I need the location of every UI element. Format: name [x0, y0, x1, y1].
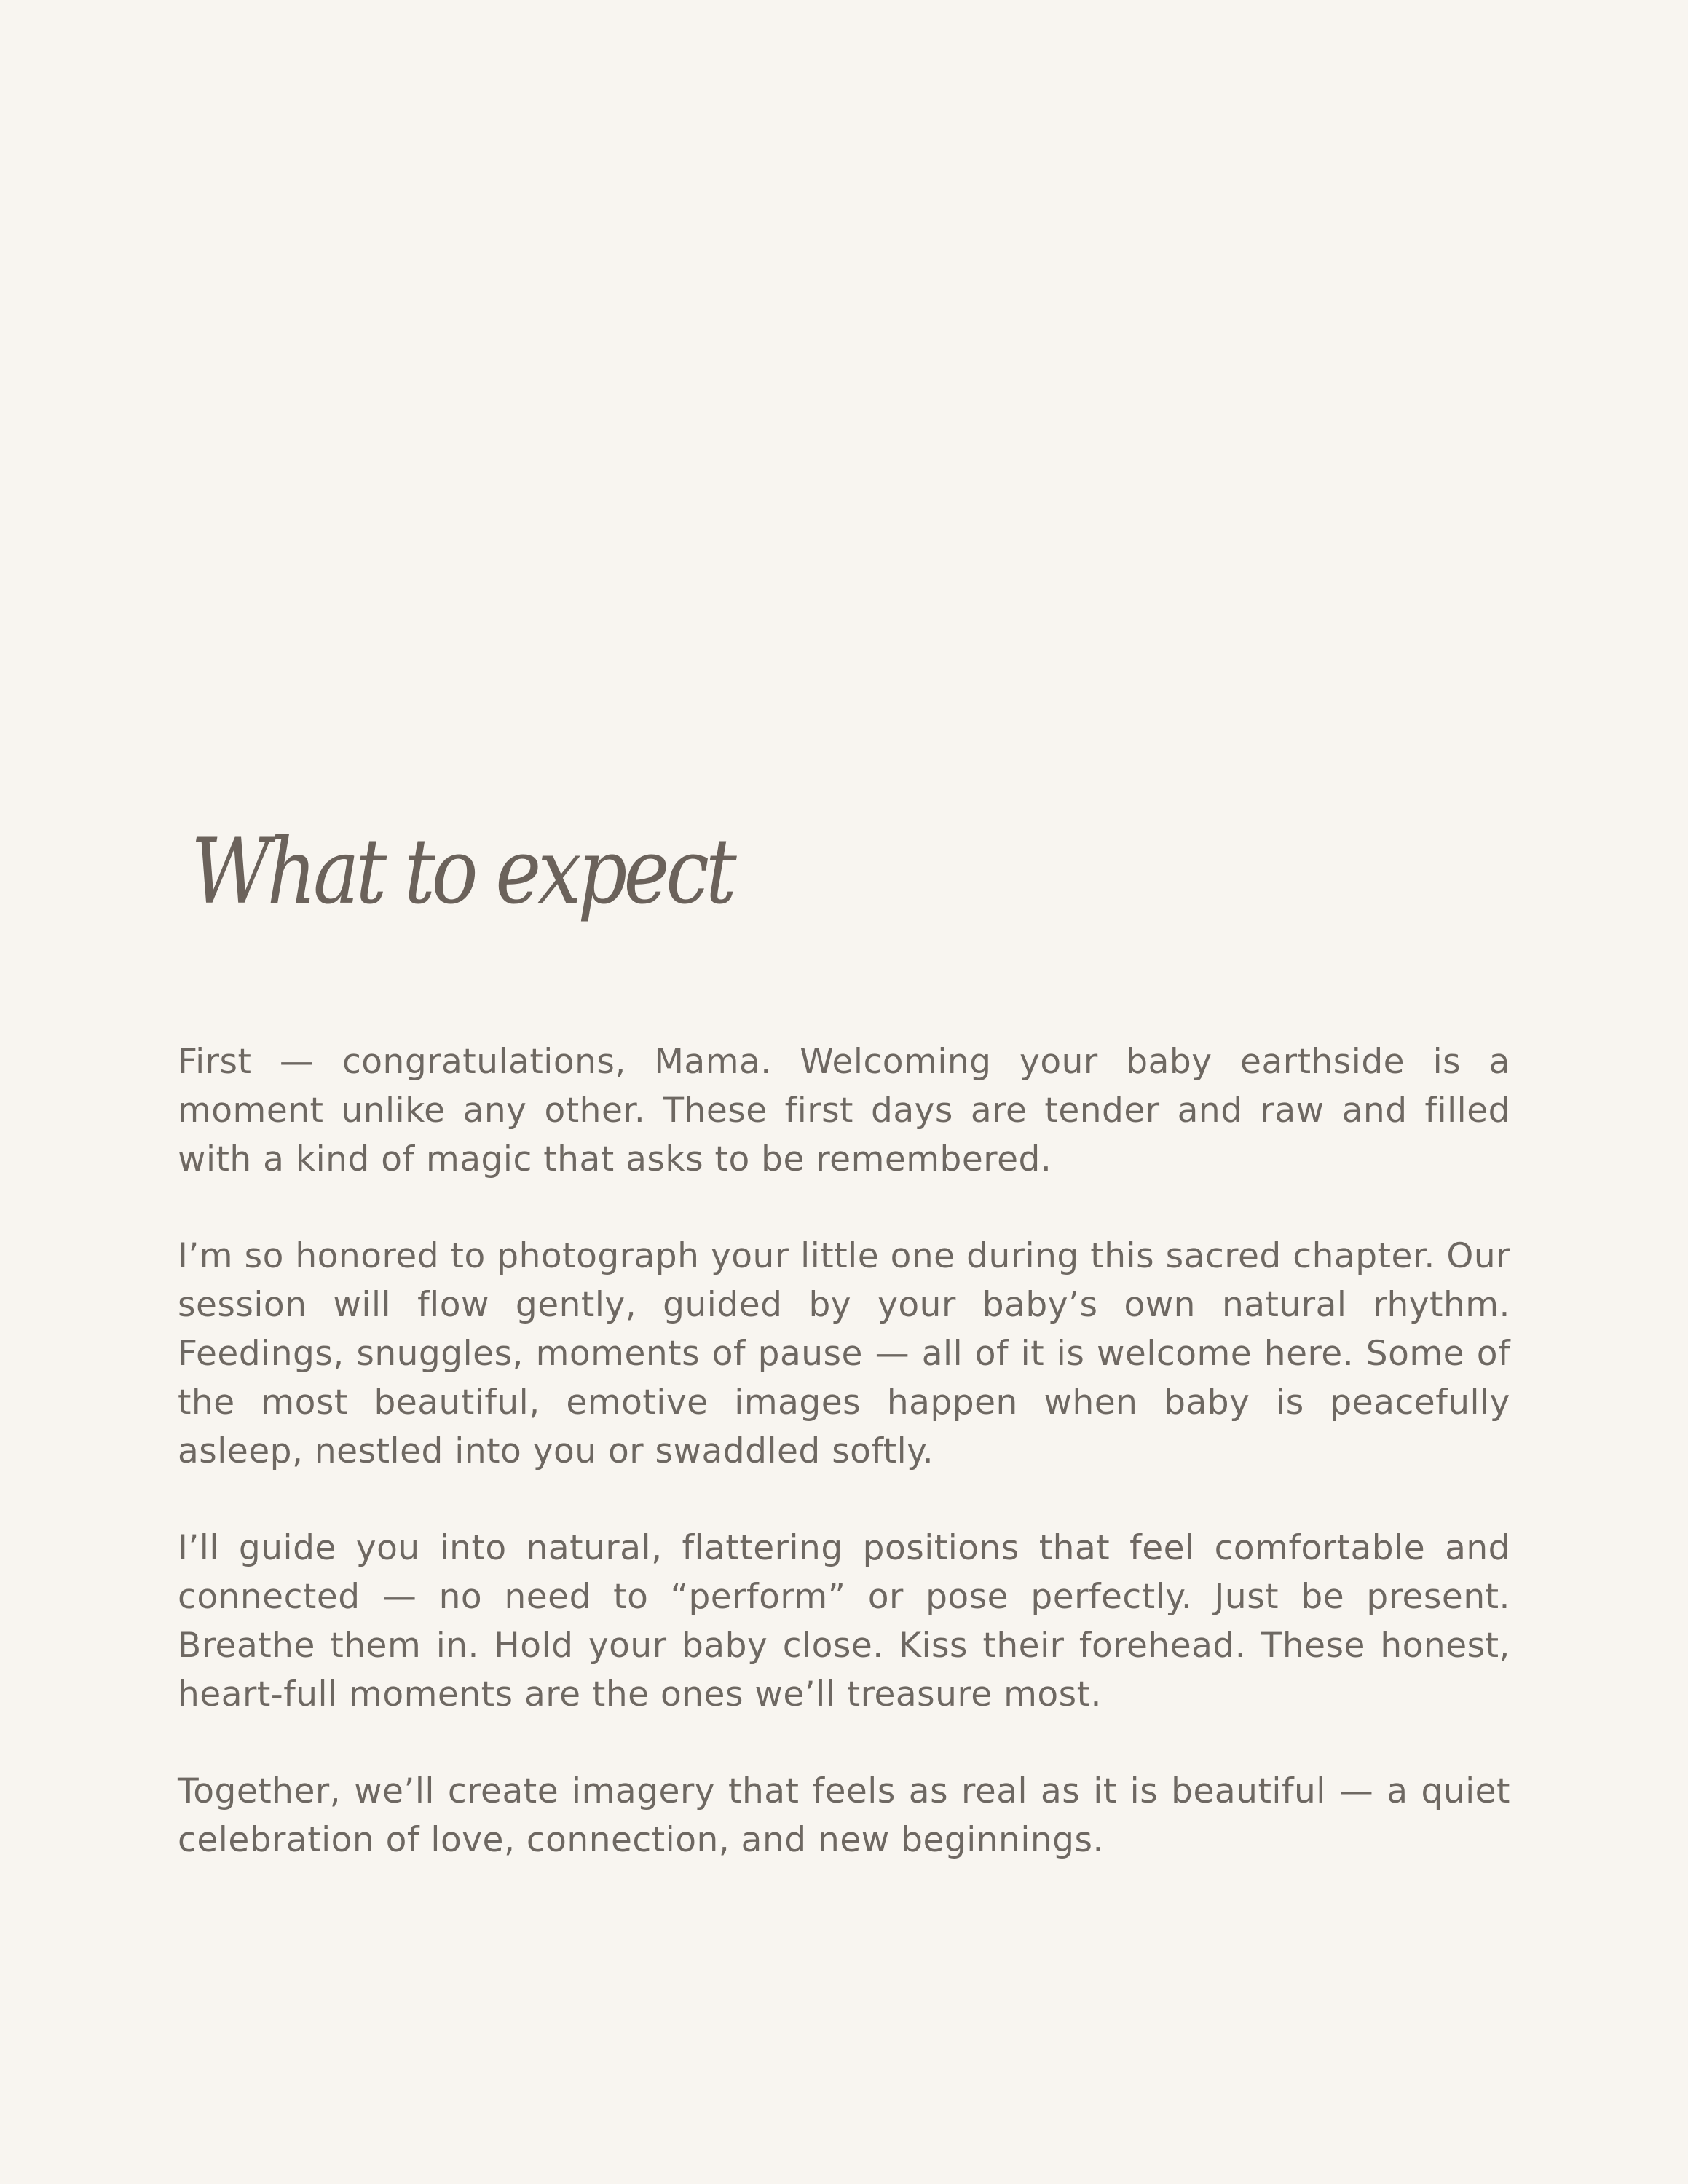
body-copy	[178, 1037, 1510, 1864]
paragraph-closing: Together, we’ll create imagery that feels as real as it is beautiful — a quiet celebration of love, connection, and new beginnings.	[178, 1771, 1510, 1860]
paragraph-posing-guidance: I’ll guide you into natural, flattering positions that feel comfortable and connected — no need to “perform” or pose perfectly. Just be present. Breathe them in. Hold your baby close. Kiss their forehead. These honest, heart-full moments are the ones we’ll treasure most.	[178, 1528, 1510, 1714]
paragraph-congratulations: First — congratulations, Mama. Welcoming your baby earthside is a moment unlike any other. These first days are tender and raw and filled with a kind of magic that asks to be remembered.	[178, 1042, 1510, 1179]
page-title: What to expect	[191, 820, 733, 925]
paragraph-session-flow: I’m so honored to photograph your little one during this sacred chapter. Our session will flow gently, guided by your baby’s own natural rhythm. Feedings, snuggles, moments of pause — all of it is welcome here. Some of the most beautiful, emotive images happen when baby is peacefully asleep, nestled into you or swaddled softly.	[178, 1236, 1510, 1471]
